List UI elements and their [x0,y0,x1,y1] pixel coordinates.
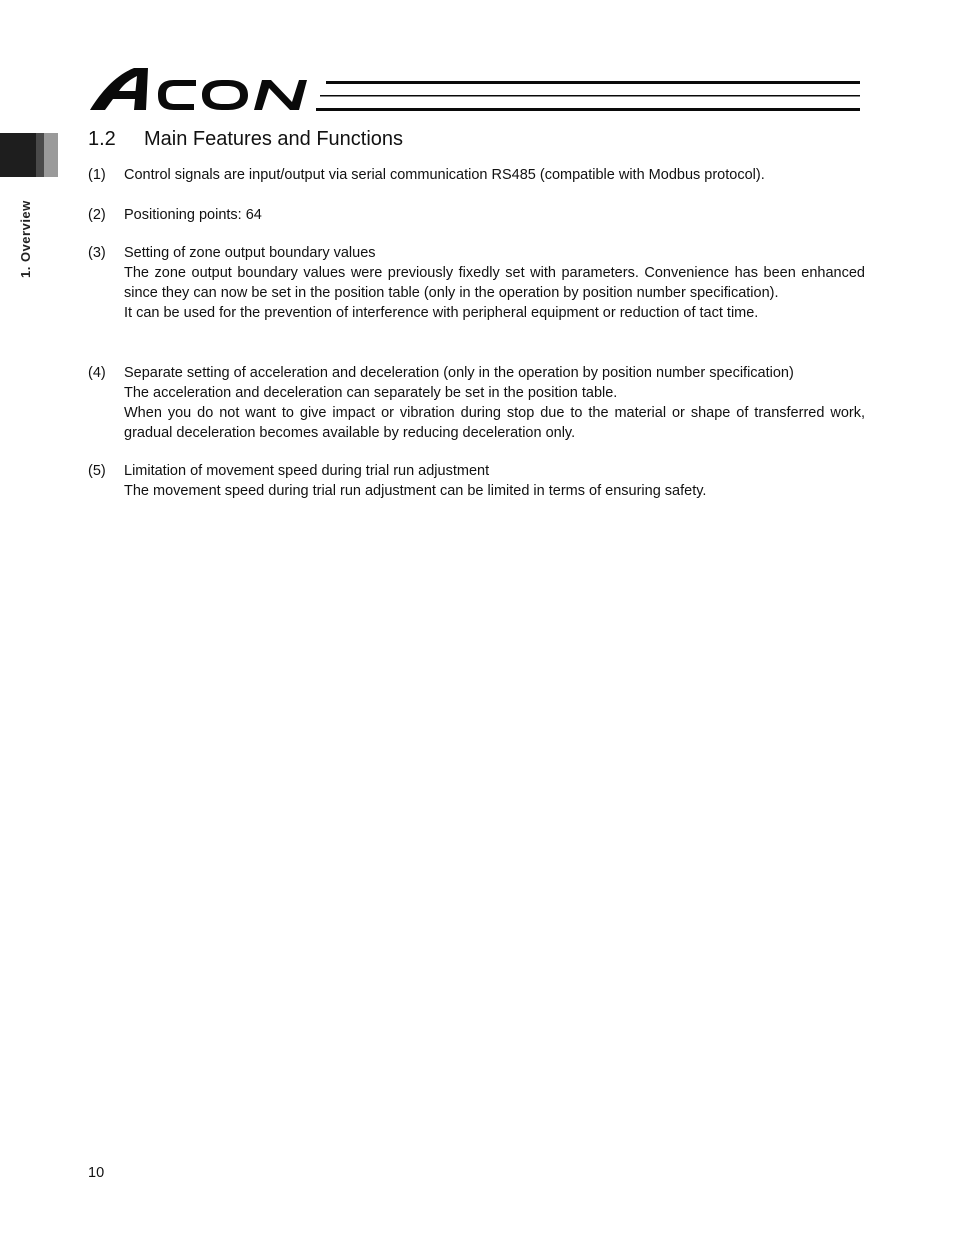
item-paragraph: The zone output boundary values were previously fixedly set with parameters. Convenience has been enhanced since they can now be set in the position table (only in the operation by position number specification). [124,265,865,301]
feature-item-5 [88,461,865,501]
item-title: Limitation of movement speed during trial run adjustment [124,463,490,479]
acon-logo [88,64,863,116]
item-number: (1) [88,167,106,183]
item-number: (4) [88,365,106,381]
item-title: Control signals are input/output via serial communication RS485 (compatible with Modbus protocol). [124,167,765,183]
item-number: (5) [88,463,106,479]
feature-item-1 [88,165,865,185]
section-number: 1.2 [88,128,116,150]
logo-text: ACON [88,64,91,65]
item-number: (2) [88,207,106,223]
chapter-tab-marker [0,133,58,177]
item-paragraph: When you do not want to give impact or vibration during stop due to the material or shape of transferred work, gradual deceleration becomes available by reducing deceleration only. [124,405,865,441]
item-title: Positioning points: 64 [124,207,262,223]
feature-item-3 [88,243,865,323]
item-paragraph: The acceleration and deceleration can separately be set in the position table. [124,385,618,401]
section-title: Main Features and Functions [144,128,404,150]
item-title: Setting of zone output boundary values [124,245,376,261]
feature-item-4 [88,363,865,443]
item-title: Separate setting of acceleration and deceleration (only in the operation by position number specification) [124,365,794,381]
item-number: (3) [88,245,106,261]
feature-item-2 [88,205,865,225]
item-paragraph: It can be used for the prevention of interference with peripheral equipment or reduction of tact time. [124,305,759,321]
item-paragraph: The movement speed during trial run adjustment can be limited in terms of ensuring safety. [124,483,707,499]
page-number: 10 [88,1165,105,1181]
chapter-side-label: 1. Overview [18,200,33,278]
section-heading [88,128,403,151]
